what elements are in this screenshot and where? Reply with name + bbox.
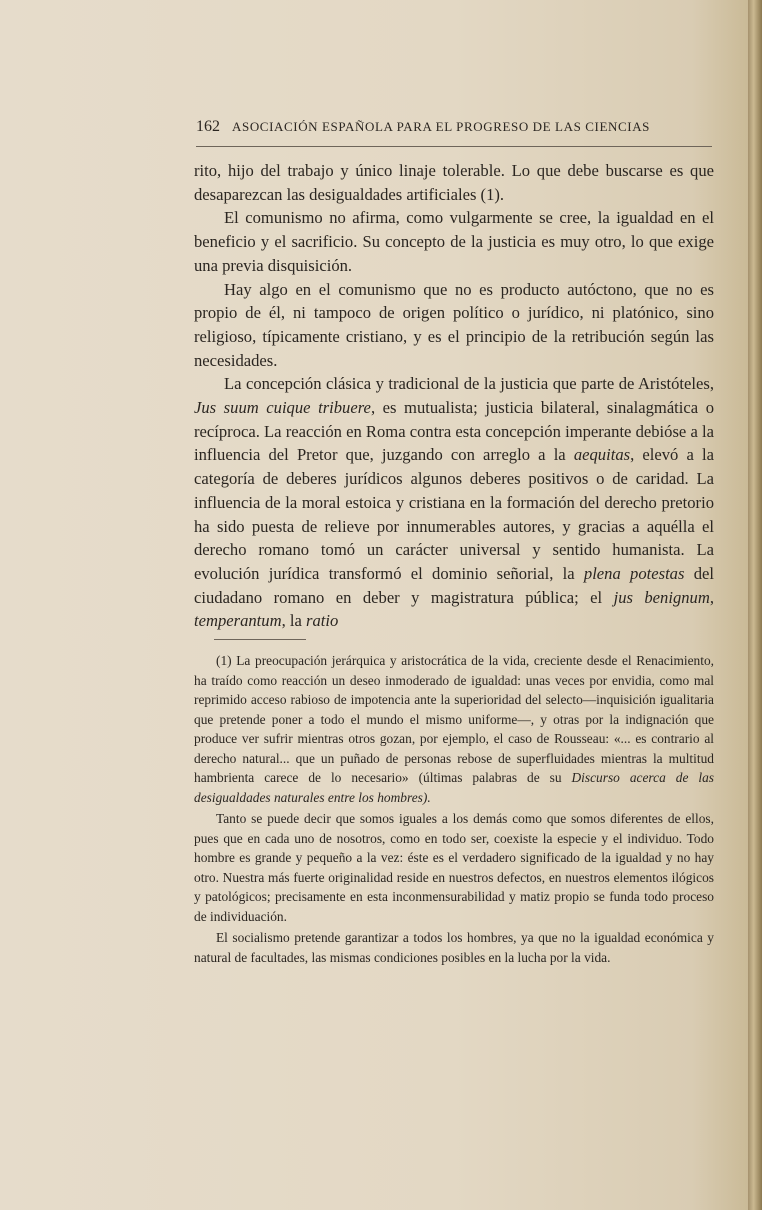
footnotes	[194, 651, 714, 967]
paragraph: rito, hijo del trabajo y único linaje tolerable. Lo que debe buscarse es que desaparezcan las desigualdades artificiales (1).	[194, 161, 714, 204]
footnote-paragraph: Tanto se puede decir que somos iguales a los demás como que somos diferentes de ellos, pues que en cada uno de nosotros, como en todo ser, coexiste la especie y el individuo. Todo hombre es grande y pequeño a la vez: éste es el verdadero significado de la igualdad y no hay otro. Nuestra más fuerte originalidad reside en nuestros defectos, en nuestros elementos ilógicos y patológicos; precisamente en esta inconmensurabilidad y matiz propio se funda todo proceso de individuación.	[194, 811, 714, 924]
footnote-divider	[214, 639, 306, 640]
running-header	[196, 118, 712, 147]
italic-phrase: jus benignum	[613, 587, 710, 607]
text-run: , la	[281, 611, 306, 631]
page-edge	[748, 0, 762, 1210]
paragraph: El comunismo no afirma, como vulgarmente se cree, la igualdad en el beneficio y el sacrificio. Su concepto de la justicia es muy otro, lo que exige una previa disquisición.	[194, 208, 714, 275]
paragraph: Hay algo en el comunismo que no es producto autóctono, que no es propio de él, ni tampoco de origen político o jurídico, ni platónico, sino religioso, típicamente cristiano, y es el principio de la retribución según las necesidades.	[194, 279, 714, 370]
italic-phrase: Discurso acerca de las desigualdades naturales entre los hombres).	[194, 770, 714, 805]
text-run: (1) La preocupación jerárquica y aristocrática de la vida, creciente desde el Renacimiento, ha traído como reacción un deseo inmoderado de igualdad: unas veces por envidia, como mal reprimido acceso rabioso de impotencia ante la superioridad del selecto—inquisición igualitaria que pretende poner a todo el mundo el mismo uniforme—, y otras por la indignación que produce ver sufrir mientras otros gozan, por ejemplo, el caso de Rousseau: «... es contrario al derecho natural... que un puñado de personas rebose de superfluidades mientras la multitud hambrienta carece de lo necesario» (últimas palabras de su	[194, 653, 714, 785]
italic-phrase: ratio	[306, 611, 339, 631]
italic-phrase: plena potestas	[583, 563, 685, 583]
main-text	[194, 159, 714, 633]
italic-phrase: temperantum	[194, 611, 282, 631]
text-run: , es mutualista; justicia bilateral, sinalagmática o recíproca. La reacción en Roma contra esta concepción imperante debióse a la influencia del Pretor que, juzgando con arreglo a la	[194, 398, 714, 465]
italic-phrase: aequitas	[573, 445, 631, 465]
footnote	[194, 651, 714, 807]
text-run: ,	[709, 587, 714, 607]
paragraph	[194, 372, 714, 633]
text-run: del ciudadano romano en deber y magistratura pública; el	[194, 563, 714, 607]
italic-phrase: Jus suum cuique tribuere	[194, 398, 371, 418]
text-run: La concepción clásica y tradicional de la justicia que parte de Aristóteles,	[224, 374, 714, 394]
text-run: , elevó a la categoría de deberes jurídicos algunos deberes positivos o de caridad. La influencia de la moral estoica y cristiana en la formación del derecho pretorio ha sido puesta de relieve por innumerables autores, y gracias a aquélla el derecho romano tomó un carácter universal y sentido humanista. La evolución jurídica transformó el dominio señorial, la	[194, 445, 714, 583]
footnote-paragraph: El socialismo pretende garantizar a todos los hombres, ya que no la igualdad económica y natural de facultades, las mismas condiciones posibles en la lucha por la vida.	[194, 930, 714, 965]
running-title: ASOCIACIÓN ESPAÑOLA PARA EL PROGRESO DE LAS CIENCIAS	[232, 119, 651, 134]
page-number: 162	[196, 118, 220, 135]
